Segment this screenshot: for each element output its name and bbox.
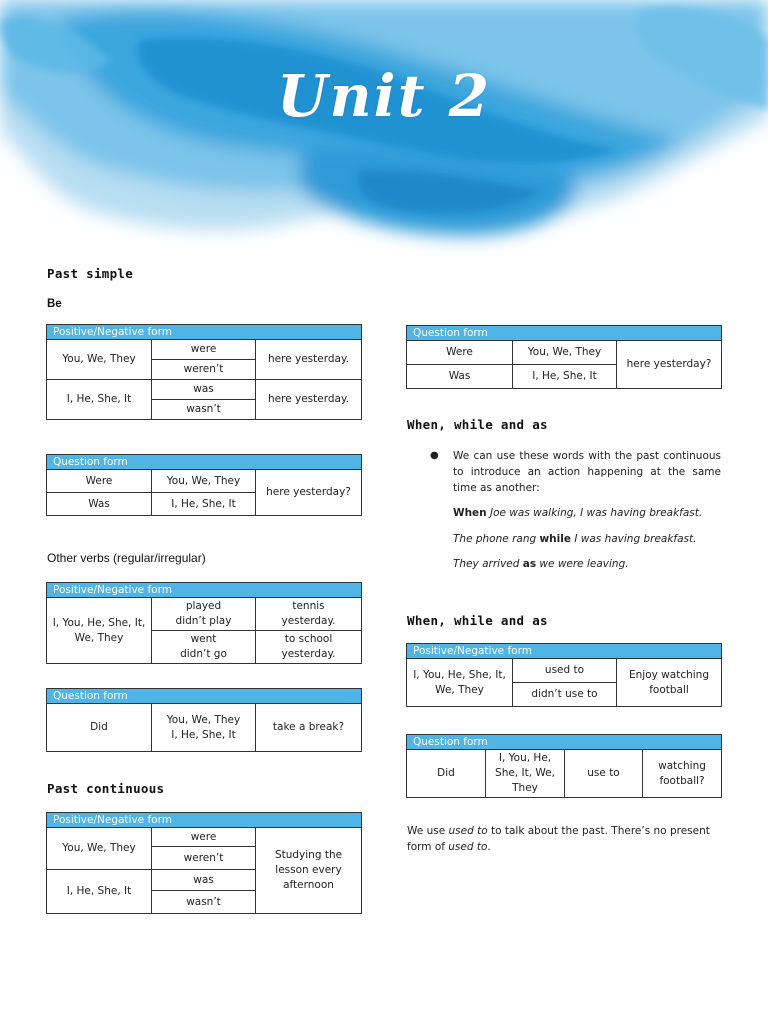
right-question-table [406, 325, 722, 389]
label-other-verbs: Other verbs (regular/irregular) [47, 551, 206, 565]
complement-line: tennis [292, 600, 325, 612]
verb-cell: were [152, 828, 256, 847]
verb-negative: didn’t play [175, 615, 232, 627]
aux-cell: Did [47, 704, 152, 752]
verb-cell: was [152, 870, 256, 891]
verb-cell: were [152, 340, 256, 360]
unit-title: Unit 2 [276, 62, 492, 130]
aux-cell: Did [407, 750, 486, 798]
past-continuous-table [46, 812, 362, 914]
keyword: as [522, 558, 537, 570]
table-caption: Positive/Negative form [47, 813, 362, 828]
other-verbs-positive-negative-table [46, 582, 362, 664]
example-text: Joe was walking, I was having breakfast. [486, 507, 703, 519]
watercolor-banner [0, 0, 768, 280]
example-as [453, 558, 629, 570]
complement-cell: Enjoy watching football [617, 659, 722, 707]
complement-line: yesterday. [281, 615, 336, 627]
note-italic: used to [448, 825, 488, 837]
complement-cell: watching football? [643, 750, 722, 798]
complement-line: yesterday. [281, 648, 336, 660]
verb-cell: Were [47, 470, 152, 493]
verb-cell: Was [407, 365, 513, 389]
verb-cell: weren’t [152, 360, 256, 380]
label-be: Be [47, 298, 62, 310]
other-verbs-question-table [46, 688, 362, 752]
verb-positive: went [190, 633, 217, 645]
verb-positive: played [185, 600, 222, 612]
complement-cell: take a break? [256, 704, 362, 752]
subject-cell: You, We, They [152, 470, 256, 493]
example-text: I was having breakfast. [570, 533, 697, 545]
subject-cell: I, You, He, She, It, We, They [407, 659, 513, 707]
heading-when-while-as: When, while and as [407, 417, 548, 432]
example-text: They arrived [453, 558, 523, 570]
table-caption: Positive/Negative form [47, 325, 362, 340]
verb-cell: wasn’t [152, 400, 256, 420]
note-italic: used to [448, 841, 488, 853]
subject-cell [152, 704, 256, 752]
verb-cell: Was [47, 493, 152, 516]
subject-cell: I, You, He, She, It, We, They [47, 598, 152, 664]
complement-line: to school [284, 633, 333, 645]
verb-cell: didn’t use to [513, 683, 617, 707]
subject-cell: I, He, She, It [47, 380, 152, 420]
used-to-positive-negative-table [406, 643, 722, 707]
keyword: When [453, 507, 487, 519]
complement-cell [256, 631, 362, 664]
when-while-explanation: We can use these words with the past continuous to introduce an action happening at the same time as another: [453, 450, 721, 494]
subject-cell: I, You, He, She, It, We, They [486, 750, 565, 798]
verb-cell [152, 631, 256, 664]
used-to-note [407, 823, 727, 855]
bullet-dot-icon: ● [430, 450, 439, 461]
note-text: to talk about the past. There’s no present form of [407, 825, 710, 853]
subject-cell: You, We, They [513, 341, 617, 365]
subject-cell: I, He, She, It [152, 493, 256, 516]
verb-cell: was [152, 380, 256, 400]
complement-cell: here yesterday? [256, 470, 362, 516]
complement-cell: Studying the lesson every afternoon [256, 828, 362, 914]
subject-cell: I, He, She, It [47, 870, 152, 914]
complement-cell: here yesterday? [617, 341, 722, 389]
complement-cell [256, 598, 362, 631]
heading-used-to: When, while and as [407, 613, 548, 628]
watercolor-splash [0, 0, 768, 280]
keyword: while [539, 533, 571, 545]
verb-cell: wasn’t [152, 891, 256, 914]
note-text: . [487, 841, 491, 853]
verb-cell: Were [407, 341, 513, 365]
subject-line: I, He, She, It [171, 728, 236, 741]
subject-cell: I, He, She, It [513, 365, 617, 389]
used-to-question-table [406, 734, 722, 798]
example-when [453, 507, 702, 519]
subject-cell: You, We, They [47, 828, 152, 870]
table-caption: Question form [47, 689, 362, 704]
verb-negative: didn’t go [180, 648, 227, 660]
note-text: We use [407, 825, 449, 837]
table-caption: Question form [407, 735, 722, 750]
table-caption: Positive/Negative form [47, 583, 362, 598]
subject-cell: You, We, They [47, 340, 152, 380]
be-question-table [46, 454, 362, 516]
table-caption: Positive/Negative form [407, 644, 722, 659]
verb-cell: weren’t [152, 847, 256, 870]
heading-past-simple: Past simple [47, 266, 134, 281]
verb-cell [152, 598, 256, 631]
be-positive-negative-table [46, 324, 362, 420]
table-caption: Question form [47, 455, 362, 470]
complement-cell: here yesterday. [256, 380, 362, 420]
verb-cell: used to [513, 659, 617, 683]
heading-past-continuous: Past continuous [47, 781, 165, 796]
example-text: The phone rang [453, 533, 540, 545]
table-caption: Question form [407, 326, 722, 341]
example-text: we were leaving. [536, 558, 629, 570]
subject-line: You, We, They [166, 713, 241, 726]
example-while [453, 533, 696, 545]
verb-cell: use to [565, 750, 643, 798]
complement-cell: here yesterday. [256, 340, 362, 380]
